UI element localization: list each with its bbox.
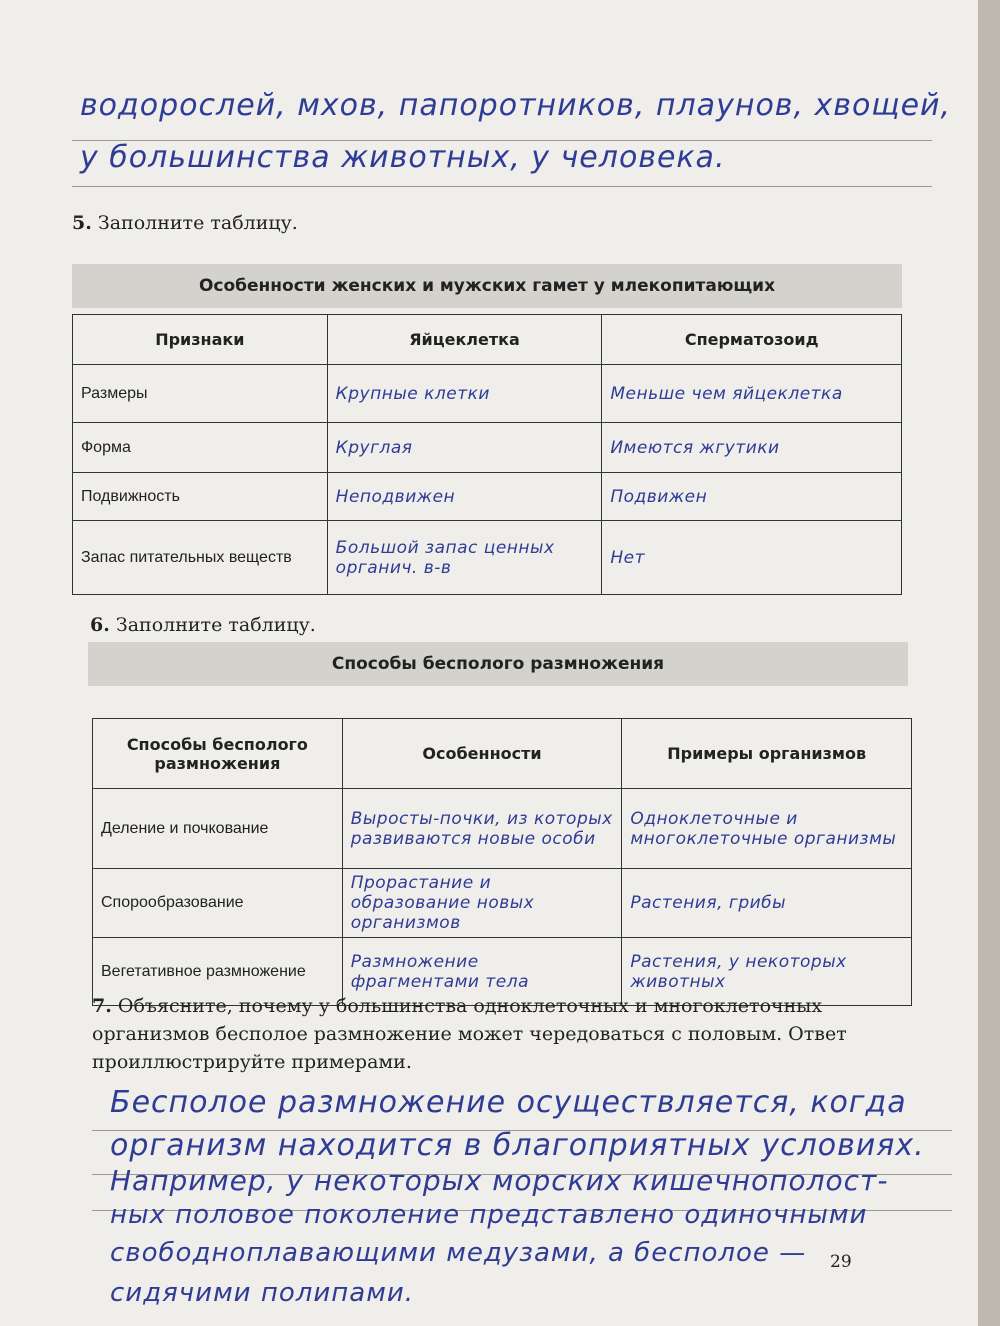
answer-line-4: ных половое поколение представлено одиночными bbox=[110, 1200, 868, 1230]
header-method: Способы бесполого размножения bbox=[93, 719, 343, 789]
sperm-shape: Имеются жгутики bbox=[602, 423, 902, 473]
task-5-text: Заполните таблицу. bbox=[97, 212, 298, 234]
header-sperm: Сперматозоид bbox=[602, 315, 902, 365]
egg-nutrients: Большой запас ценных органич. в-в bbox=[327, 521, 602, 595]
task-7-number: 7. bbox=[92, 995, 112, 1017]
sporulation-features: Прорастание и образование новых организмов bbox=[342, 869, 622, 938]
task-5-number: 5. bbox=[72, 212, 92, 234]
table-5-caption: Особенности женских и мужских гамет у млекопитающих bbox=[72, 264, 902, 308]
page-number: 29 bbox=[830, 1252, 852, 1272]
sperm-size: Меньше чем яйцеклетка bbox=[602, 365, 902, 423]
ruled-line bbox=[72, 186, 932, 187]
gametes-table bbox=[72, 314, 902, 595]
row-label-motility: Подвижность bbox=[73, 473, 328, 521]
division-features: Выросты-почки, из которых развиваются новые особи bbox=[342, 789, 622, 869]
division-examples: Одноклеточные и многоклеточные организмы bbox=[622, 789, 912, 869]
egg-shape: Круглая bbox=[327, 423, 602, 473]
vegetative-examples: Растения, у некоторых животных bbox=[622, 938, 912, 1006]
row-label-division: Деление и почкование bbox=[93, 789, 343, 869]
sperm-motility: Подвижен bbox=[602, 473, 902, 521]
header-features: Особенности bbox=[342, 719, 622, 789]
header-examples: Примеры организмов bbox=[622, 719, 912, 789]
row-label-shape: Форма bbox=[73, 423, 328, 473]
handwritten-line-2: у большинства животных, у человека. bbox=[80, 140, 726, 175]
row-label-vegetative: Вегетативное размножение bbox=[93, 938, 343, 1006]
task-7-text-1: Объясните, почему у большинства одноклеточных и многоклеточных bbox=[117, 995, 823, 1017]
egg-motility: Неподвижен bbox=[327, 473, 602, 521]
egg-size: Крупные клетки bbox=[327, 365, 602, 423]
row-label-sporulation: Спорообразование bbox=[93, 869, 343, 938]
asexual-reproduction-table bbox=[92, 718, 912, 1006]
answer-line-1: Бесполое размножение осуществляется, когда bbox=[110, 1085, 907, 1120]
sporulation-examples: Растения, грибы bbox=[622, 869, 912, 938]
header-egg: Яйцеклетка bbox=[327, 315, 602, 365]
header-feature: Признаки bbox=[73, 315, 328, 365]
answer-line-5: свободноплавающими медузами, а бесполое — bbox=[110, 1238, 807, 1268]
task-7-question bbox=[92, 992, 932, 1076]
task-5-prompt bbox=[72, 212, 298, 234]
task-6-text: Заполните таблицу. bbox=[115, 614, 316, 636]
task-7-text-3: проиллюстрируйте примерами. bbox=[92, 1051, 412, 1073]
row-label-size: Размеры bbox=[73, 365, 328, 423]
answer-line-6: сидячими полипами. bbox=[110, 1278, 414, 1308]
answer-line-3: Например, у некоторых морских кишечнополост- bbox=[110, 1164, 889, 1197]
sperm-nutrients: Нет bbox=[602, 521, 902, 595]
vegetative-features: Размножение фрагментами тела bbox=[342, 938, 622, 1006]
table-6-caption: Способы бесполого размножения bbox=[88, 642, 908, 686]
page-edge bbox=[978, 0, 1000, 1326]
row-label-nutrients: Запас питательных веществ bbox=[73, 521, 328, 595]
handwritten-line-1: водорослей, мхов, папоротников, плаунов, хвощей, bbox=[80, 88, 952, 123]
task-6-prompt bbox=[90, 614, 316, 636]
task-7-text-2: организмов бесполое размножение может чередоваться с половым. Ответ bbox=[92, 1023, 847, 1045]
task-6-number: 6. bbox=[90, 614, 110, 636]
answer-line-2: организм находится в благоприятных условиях. bbox=[110, 1128, 925, 1163]
